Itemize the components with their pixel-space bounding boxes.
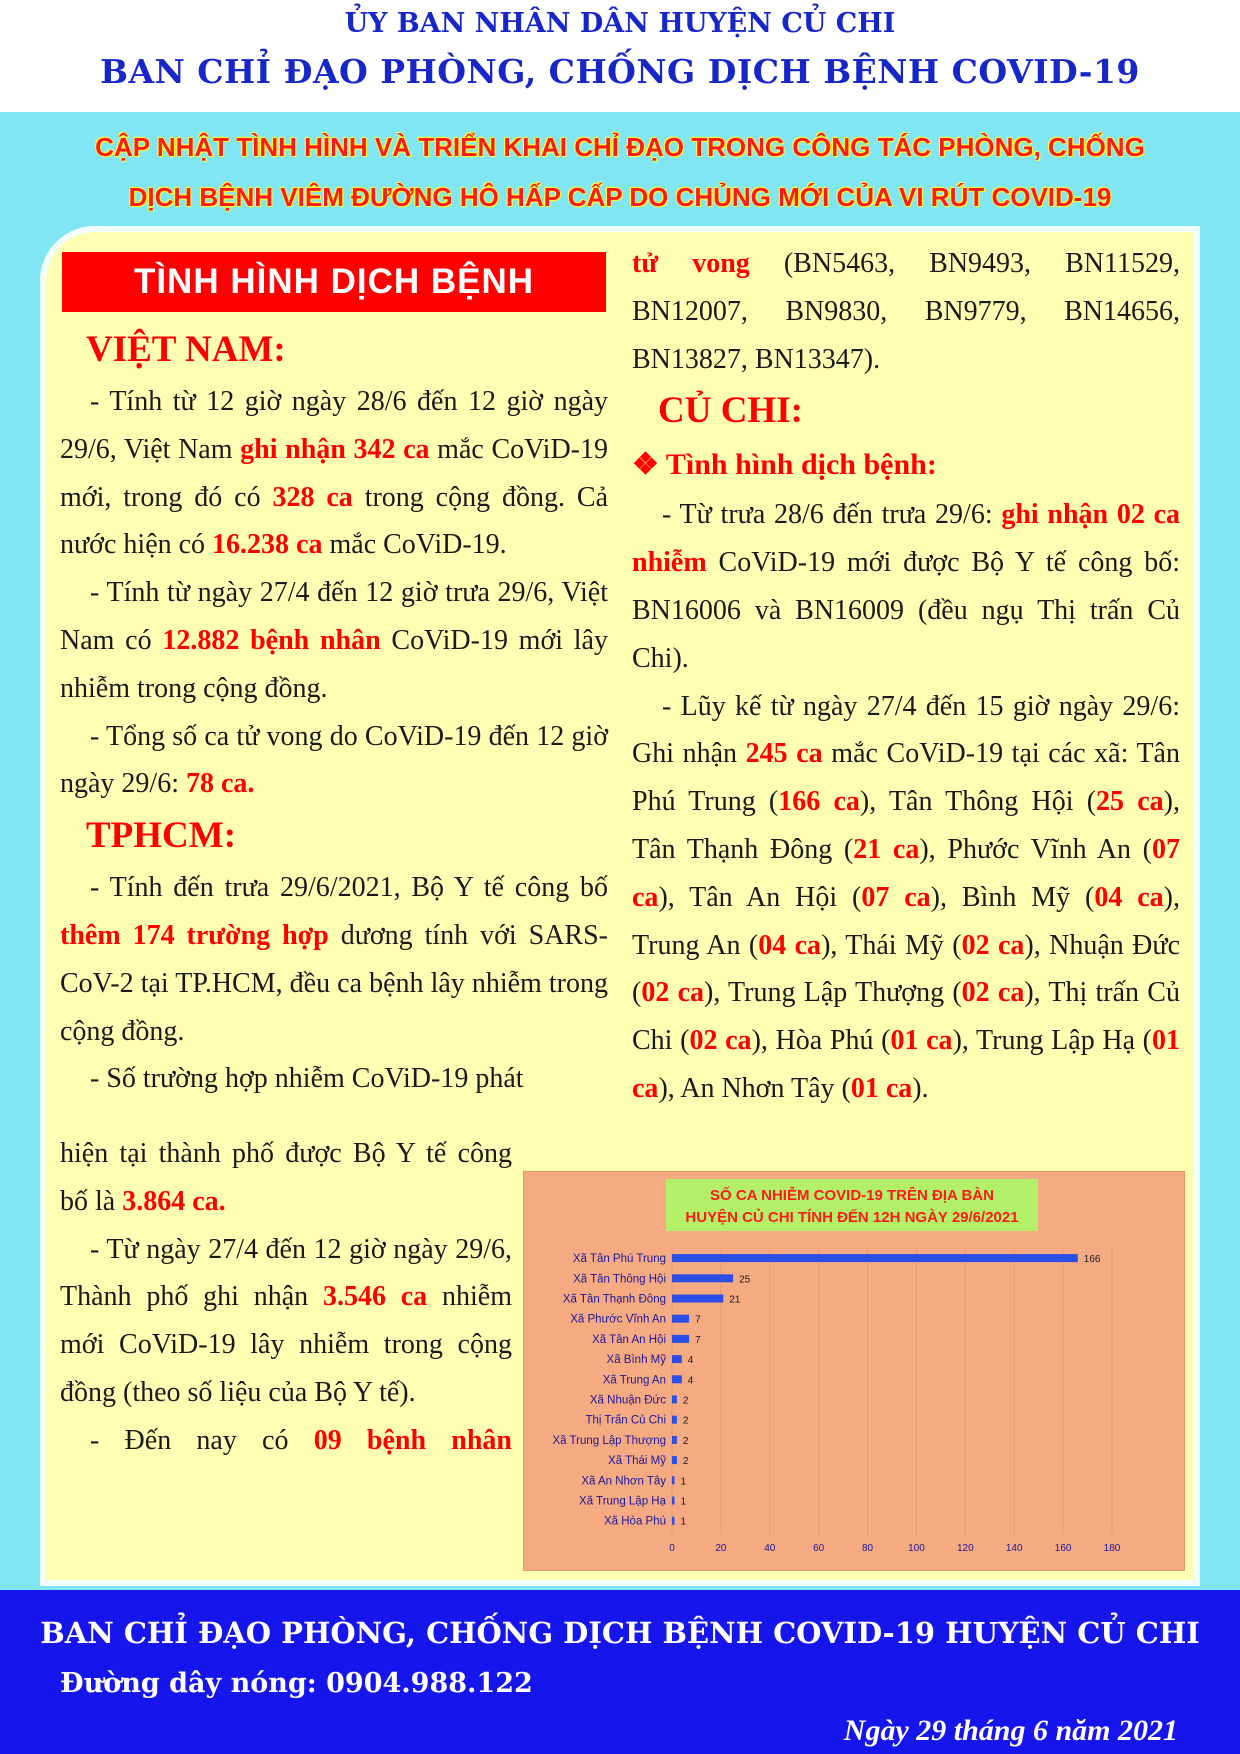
- text: mắc CoViD-19.: [322, 529, 507, 561]
- count: 166 ca: [778, 786, 860, 818]
- chart-category-label: Xã An Nhơn Tây: [581, 1475, 666, 1488]
- text: CoViD-19 mới lây nhiễm trong cộng đồng.: [60, 624, 608, 704]
- chart-category-label: Xã Thái Mỹ: [608, 1455, 666, 1468]
- count: 04 ca: [1094, 881, 1164, 913]
- text: - Tổng số ca tử vong do CoViD-19 đến 12 giờ ngày 29/6:: [60, 720, 608, 800]
- chart-data-label: 21: [729, 1294, 741, 1306]
- count: 02 ca: [961, 929, 1025, 961]
- subtitle-line-2: DỊCH BỆNH VIÊM ĐƯỜNG HÔ HẤP CẤP DO CHỦNG MỚI CỦA VI RÚT COVID-19: [128, 182, 1112, 212]
- chart-category-label: Thị Trấn Củ Chi: [585, 1414, 666, 1427]
- chart-data-label: 166: [1083, 1254, 1101, 1266]
- document-footer: [0, 1590, 1240, 1754]
- highlight: thêm 174 trường hợp: [60, 919, 329, 951]
- subtitle-line-1: CẬP NHẬT TÌNH HÌNH VÀ TRIỂN KHAI CHỈ ĐẠO TRONG CÔNG TÁC PHÒNG, CHỐNG: [95, 132, 1145, 162]
- chart-bar: [672, 1295, 723, 1303]
- chart-bar: [672, 1375, 682, 1383]
- chart-x-tick-label: 80: [861, 1542, 874, 1554]
- chart-category-label: Xã Trung Lập Thượng: [552, 1434, 666, 1447]
- text: hiện tại thành phố được Bộ Y tế công bố là: [60, 1138, 512, 1217]
- vietnam-heading: VIỆT NAM:: [86, 329, 286, 370]
- text: - Đến nay có: [90, 1424, 314, 1456]
- text: ), An Nhơn Tây (: [658, 1072, 851, 1104]
- text: ), Tân Thạnh Đông (: [632, 786, 1180, 865]
- right-column: [632, 240, 1180, 1113]
- tphcm-heading: TPHCM:: [86, 815, 237, 857]
- chart-title-line-2: HUYỆN CỦ CHI TÍNH ĐẾN 12H NGÀY 29/6/2021: [685, 1209, 1019, 1226]
- highlight: 3.864 ca.: [122, 1185, 226, 1217]
- text: ), Bình Mỹ (: [930, 881, 1095, 913]
- left-column-narrow: [60, 1130, 512, 1465]
- chart-data-label: 25: [739, 1274, 751, 1286]
- highlight: ghi nhận 342 ca: [240, 433, 430, 465]
- cuchi-paragraph-2: [632, 683, 1180, 1113]
- highlight: 12.882 bệnh nhân: [162, 624, 381, 656]
- section-title: TÌNH HÌNH DỊCH BỆNH: [62, 252, 606, 312]
- chart-category-label: Xã Bình Mỹ: [606, 1354, 666, 1367]
- document-header: [0, 0, 1240, 112]
- text: ), Trung Lập Hạ (: [952, 1025, 1153, 1057]
- footer-hotline: Đường dây nóng: 0904.988.122: [60, 1668, 533, 1699]
- text: ), Hòa Phú (: [751, 1025, 891, 1057]
- chart-data-label: 1: [680, 1496, 687, 1508]
- chart-x-tick-label: 20: [715, 1542, 727, 1554]
- highlight: 09 bệnh nhân: [313, 1424, 512, 1456]
- chart-data-label: 1: [680, 1476, 687, 1488]
- chart-bar: [672, 1254, 1078, 1262]
- chart-x-tick-label: 140: [1005, 1542, 1023, 1554]
- vietnam-paragraph-1: [60, 378, 608, 569]
- chart-bar: [672, 1416, 677, 1424]
- text: CoViD-19 mới được Bộ Y tế công bố: BN16006 và BN16009 (đều ngụ Thị trấn Củ Chi).: [632, 547, 1180, 674]
- text: - Tính từ ngày 27/4 đến 12 giờ trưa 29/6, Việt Nam có: [60, 577, 608, 656]
- chart-x-tick-label: 60: [813, 1542, 825, 1554]
- count: 21 ca: [853, 833, 920, 865]
- chart-data-label: 1: [680, 1516, 687, 1528]
- chart-title-line-1: SỐ CA NHIỄM COVID-19 TRÊN ĐỊA BÀN: [710, 1187, 994, 1204]
- chart-category-label: Xã Tân Phú Trung: [572, 1253, 666, 1266]
- cuchi-heading: CỦ CHI:: [658, 390, 803, 432]
- highlight: tử vong: [632, 248, 750, 279]
- text: ), Tân An Hội (: [658, 881, 862, 913]
- chart-data-label: 2: [682, 1395, 689, 1407]
- count: 07 ca: [632, 833, 1180, 913]
- chart-data-label: 4: [687, 1375, 694, 1387]
- cases-bar-chart: [523, 1171, 1185, 1571]
- chart-data-label: 2: [682, 1456, 689, 1468]
- chart-data-label: 2: [682, 1415, 689, 1427]
- chart-x-tick-label: 100: [908, 1542, 925, 1554]
- text: trong cộng đồng. Cả nước hiện có: [60, 481, 608, 561]
- highlight: 78 ca.: [186, 768, 255, 800]
- highlight: 3.546 ca: [322, 1281, 428, 1313]
- chart-category-label: Xã Tân Thông Hội: [573, 1273, 666, 1286]
- text: - Từ trưa 28/6 đến trưa 29/6:: [662, 499, 1002, 531]
- chart-category-label: Xã Nhuận Đức: [589, 1394, 666, 1407]
- header-steering-board: BAN CHỈ ĐẠO PHÒNG, CHỐNG DỊCH BỆNH COVID-19: [100, 52, 1140, 91]
- text: ), Thái Mỹ (: [821, 929, 962, 961]
- text: (BN5463, BN9493, BN11529, BN12007, BN9830, BN9779, BN14656, BN13827, BN13347).: [632, 248, 1180, 375]
- chart-category-label: Xã Tân Thạnh Đông: [562, 1293, 666, 1306]
- text: - Từ ngày 27/4 đến 12 giờ ngày 29/6, Thành phố ghi nhận: [60, 1233, 512, 1313]
- chart-bar: [672, 1335, 689, 1343]
- text: mắc CoViD-19 mới, trong đó có: [60, 433, 608, 513]
- highlight: 245 ca: [745, 738, 823, 770]
- chart-bar: [672, 1517, 674, 1525]
- text: ), Trung An (: [632, 881, 1180, 961]
- count: 01 ca: [890, 1025, 953, 1057]
- highlight: 16.238 ca: [212, 529, 323, 561]
- text: ), Phước Vĩnh An (: [919, 833, 1152, 865]
- highlight: 328 ca: [272, 481, 353, 513]
- text: ), Tân Thông Hội (: [859, 786, 1097, 818]
- chart-bar: [672, 1315, 689, 1323]
- chart-bar: [672, 1436, 677, 1444]
- count: 02 ca: [961, 977, 1025, 1009]
- count: 04 ca: [758, 929, 822, 961]
- vietnam-paragraph-3: [60, 713, 608, 809]
- cuchi-paragraph-1: [632, 491, 1180, 682]
- chart-bar: [672, 1497, 674, 1505]
- text: - Tính đến trưa 29/6/2021, Bộ Y tế công bố: [90, 872, 608, 904]
- chart-data-label: 7: [695, 1334, 701, 1346]
- vietnam-paragraph-2: [60, 569, 608, 712]
- chart-bar: [672, 1476, 674, 1484]
- chart-category-label: Xã Hòa Phú: [603, 1515, 666, 1528]
- tphcm-paragraph-3: [60, 1226, 512, 1417]
- chart-x-tick-label: 160: [1054, 1542, 1072, 1554]
- tphcm-paragraph-4-end: [632, 240, 1180, 383]
- text: ), Thị trấn Củ Chi (: [632, 977, 1180, 1057]
- text: mắc CoViD-19 tại các xã: Tân Phú Trung (: [632, 738, 1180, 818]
- text: - Lũy kế từ ngày 27/4 đến 15 giờ ngày 29/6: Ghi nhận: [632, 690, 1180, 770]
- count: 25 ca: [1096, 786, 1164, 818]
- text: - Tính từ 12 giờ ngày 28/6 đến 12 giờ ngày 29/6, Việt Nam: [60, 386, 608, 465]
- count: 01 ca: [850, 1072, 913, 1104]
- count: 02 ca: [641, 977, 704, 1009]
- count: 07 ca: [861, 881, 931, 913]
- chart-x-tick-label: 0: [669, 1542, 675, 1554]
- cuchi-subheading: ❖ Tình hình dịch bệnh:: [632, 448, 937, 482]
- footer-date: Ngày 29 tháng 6 năm 2021: [843, 1714, 1178, 1747]
- chart-bar: [672, 1355, 682, 1363]
- chart-data-label: 7: [695, 1314, 701, 1326]
- chart-category-label: Xã Trung An: [602, 1374, 666, 1387]
- text: dương tính với SARS-CoV-2 tại TP.HCM, đều ca bệnh lây nhiễm trong cộng đồng.: [60, 919, 608, 1047]
- chart-category-label: Xã Trung Lập Hạ: [579, 1495, 666, 1508]
- tphcm-paragraph-2-end: [60, 1130, 512, 1226]
- chart-bar: [672, 1274, 733, 1282]
- chart-x-tick-label: 40: [764, 1542, 776, 1554]
- count: 02 ca: [689, 1025, 752, 1057]
- tphcm-paragraph-1: [60, 864, 608, 1055]
- chart-category-label: Xã Tân An Hội: [592, 1333, 666, 1346]
- chart-canvas: [524, 1172, 1184, 1570]
- header-committee: ỦY BAN NHÂN DÂN HUYỆN CỦ CHI: [344, 8, 896, 39]
- text: ).: [912, 1072, 929, 1104]
- tphcm-paragraph-4-start: [60, 1417, 512, 1465]
- text: ), Nhuận Đức (: [632, 929, 1180, 1009]
- tphcm-paragraph-2-start: - Số trường hợp nhiễm CoViD-19 phát: [90, 1063, 524, 1095]
- text: nhiễm mới CoViD-19 lây nhiễm trong cộng đồng (theo số liệu của Bộ Y tế).: [60, 1281, 512, 1408]
- count: 01 ca: [632, 1025, 1181, 1104]
- chart-bar: [672, 1396, 677, 1404]
- left-column: [60, 322, 608, 1103]
- chart-data-label: 2: [682, 1435, 689, 1447]
- chart-category-label: Xã Phước Vĩnh An: [570, 1313, 666, 1326]
- chart-x-tick-label: 120: [956, 1542, 974, 1554]
- highlight: ghi nhận 02 ca nhiễm: [632, 499, 1181, 579]
- footer-organization: BAN CHỈ ĐẠO PHÒNG, CHỐNG DỊCH BỆNH COVID-19 HUYỆN CỦ CHI: [40, 1616, 1200, 1650]
- chart-bar: [672, 1456, 677, 1464]
- chart-data-label: 4: [687, 1355, 694, 1367]
- chart-x-tick-label: 180: [1103, 1542, 1121, 1554]
- text: ), Trung Lập Thượng (: [704, 977, 962, 1009]
- bulletin-subtitle: [0, 122, 1240, 222]
